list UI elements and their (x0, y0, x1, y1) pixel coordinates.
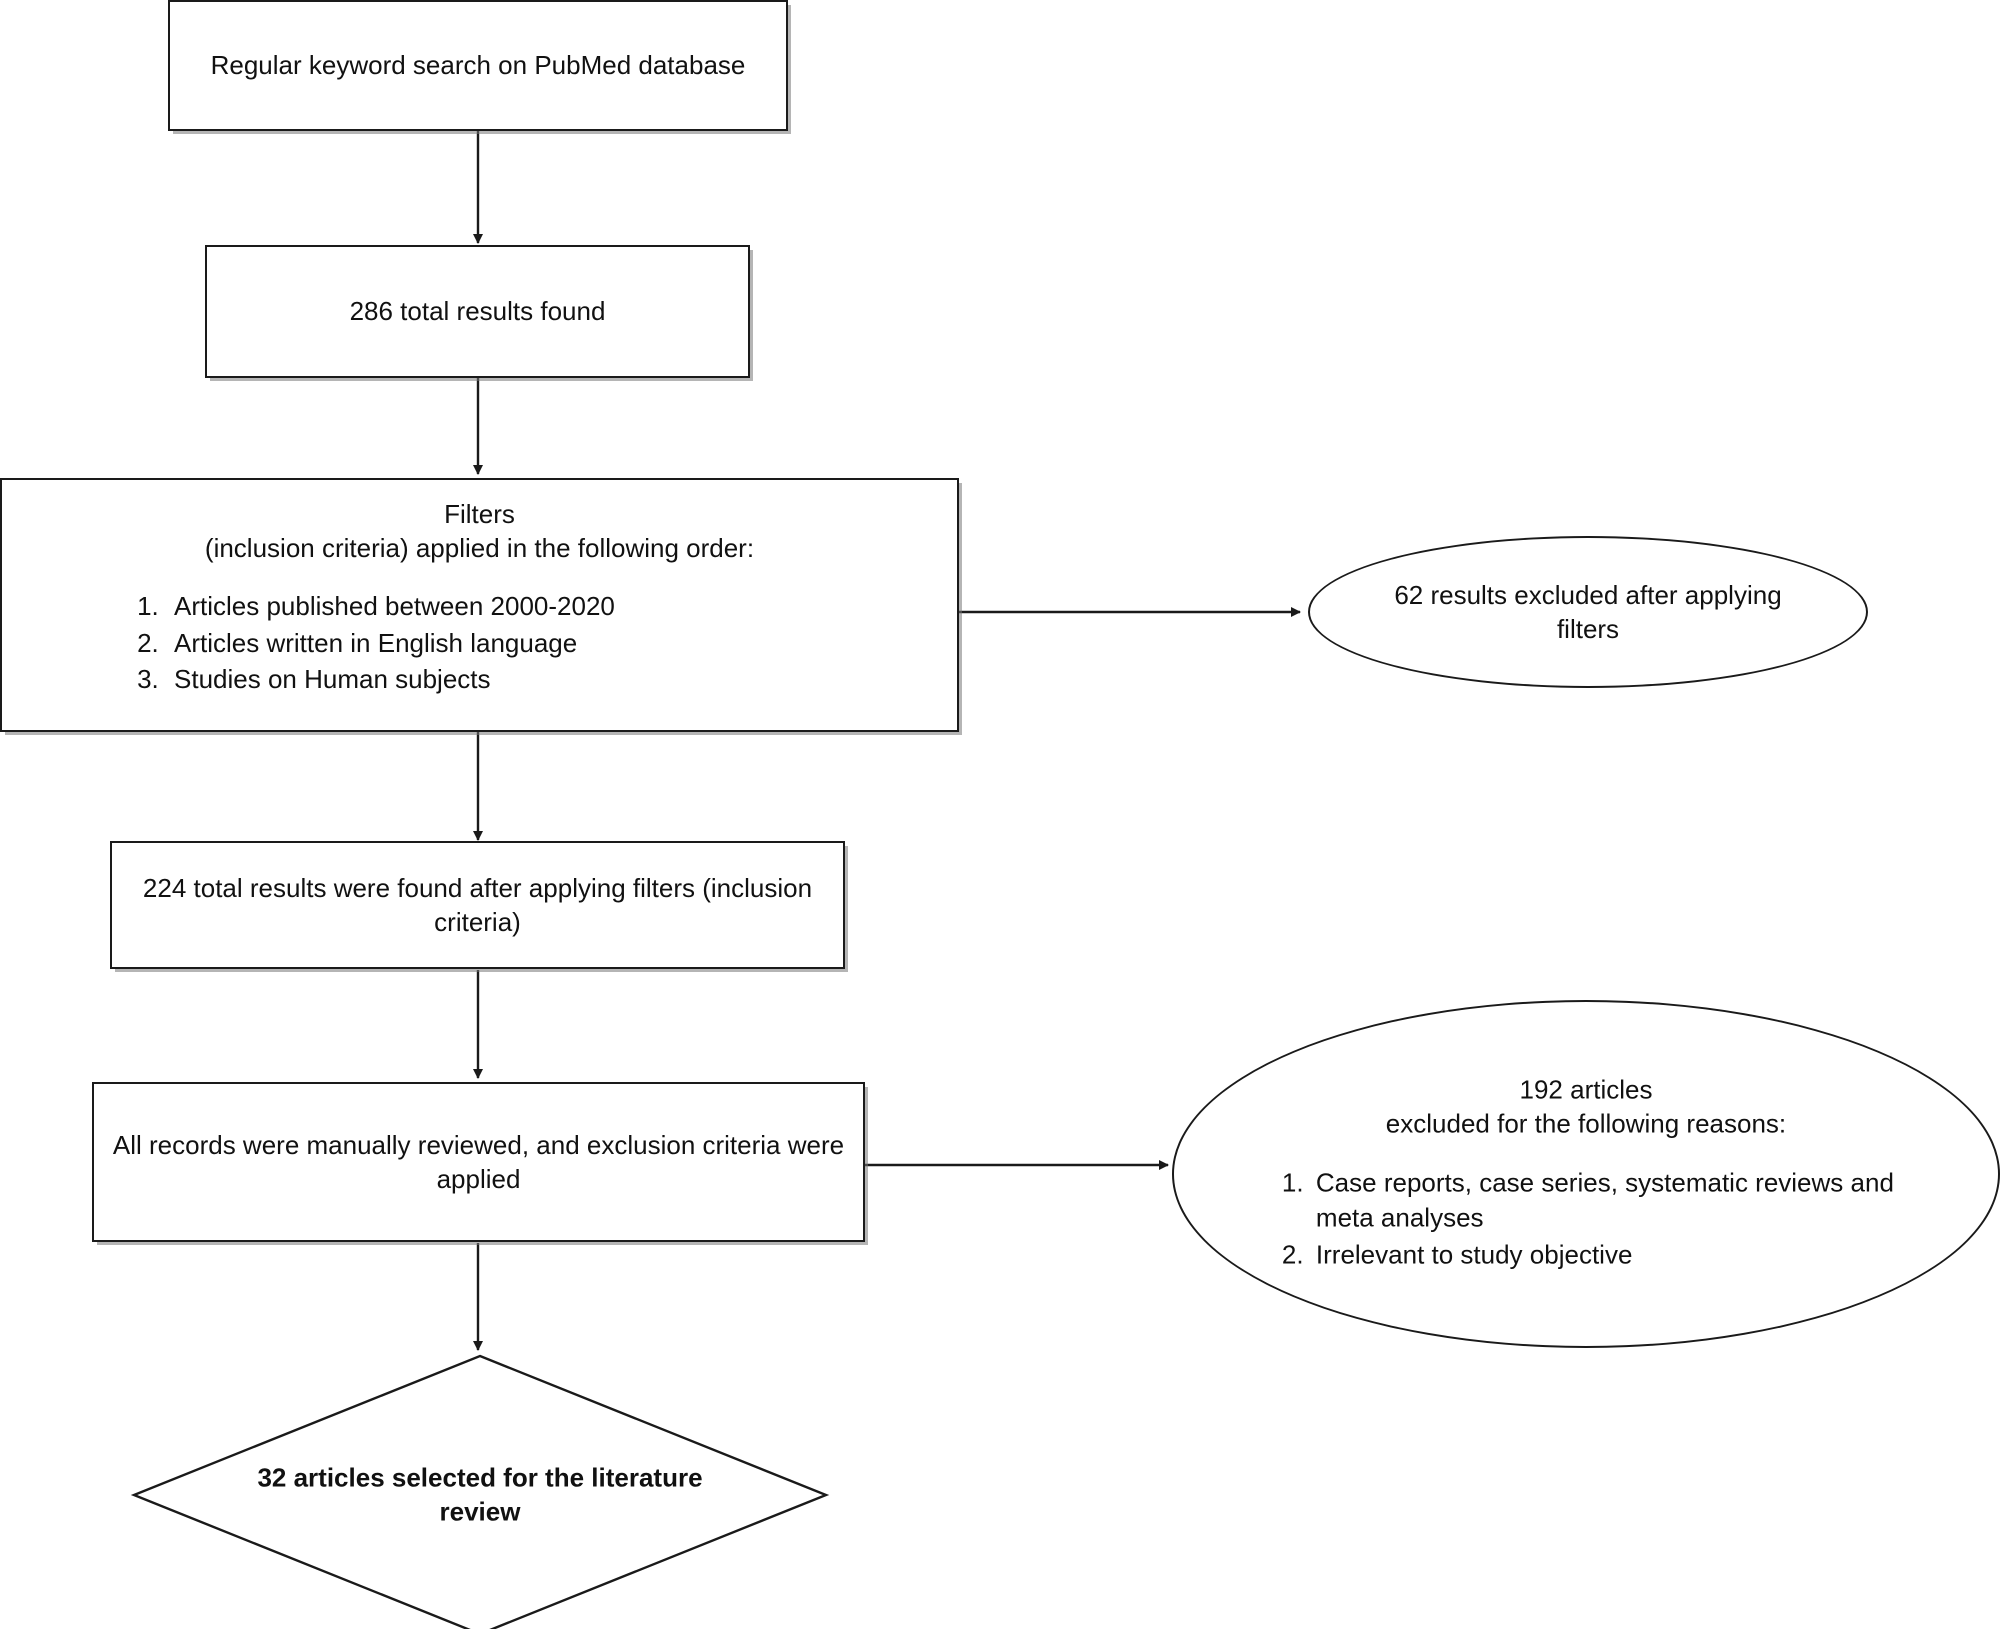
node-selected-articles-label: 32 articles selected for the literature review (257, 1462, 703, 1527)
node-filters-criteria-list (16, 588, 943, 699)
filters-criteria-item: 2. Articles written in English language (166, 625, 943, 662)
node-excluded-reasons (1172, 1000, 2000, 1348)
excluded-reason-number: 1. (1281, 1167, 1304, 1198)
excluded-reason-text: Irrelevant to study objective (1315, 1239, 1633, 1270)
node-excluded-after-filters (1308, 536, 1868, 688)
node-keyword-search (168, 0, 788, 131)
excluded-reason-item (1281, 1165, 1922, 1236)
filters-criteria-item: 3. Studies on Human subjects (166, 661, 943, 698)
excluded-reason-number: 2. (1281, 1239, 1304, 1270)
node-excluded-reasons-line1: 192 articles (1519, 1074, 1653, 1105)
excluded-reason-text: Case reports, case series, systematic reviews and meta analyses (1315, 1167, 1894, 1233)
node-after-filters-results (110, 841, 845, 969)
node-selected-articles (130, 1352, 830, 1629)
node-total-results (205, 245, 750, 378)
node-excluded-reasons-line2: excluded for the following reasons: (1385, 1108, 1787, 1139)
filters-criteria-item: 1. Articles published between 2000-2020 (166, 588, 943, 625)
node-after-filters-results-label: 224 total results were found after applying filters (inclusion criteria) (142, 872, 813, 937)
node-filters-title-line1: Filters (444, 499, 515, 529)
excluded-reason-item (1281, 1238, 1922, 1273)
node-total-results-label: 286 total results found (349, 296, 606, 327)
node-excluded-reasons-list (1240, 1165, 1932, 1273)
node-manual-review (92, 1082, 865, 1242)
node-filters (0, 478, 959, 732)
node-keyword-search-label: Regular keyword search on PubMed database (210, 50, 746, 81)
node-manual-review-label: All records were manually reviewed, and exclusion criteria were applied (112, 1129, 845, 1194)
node-excluded-after-filters-label: 62 results excluded after applying filters (1394, 579, 1782, 644)
node-filters-title-line2: (inclusion criteria) applied in the following order: (204, 532, 755, 563)
